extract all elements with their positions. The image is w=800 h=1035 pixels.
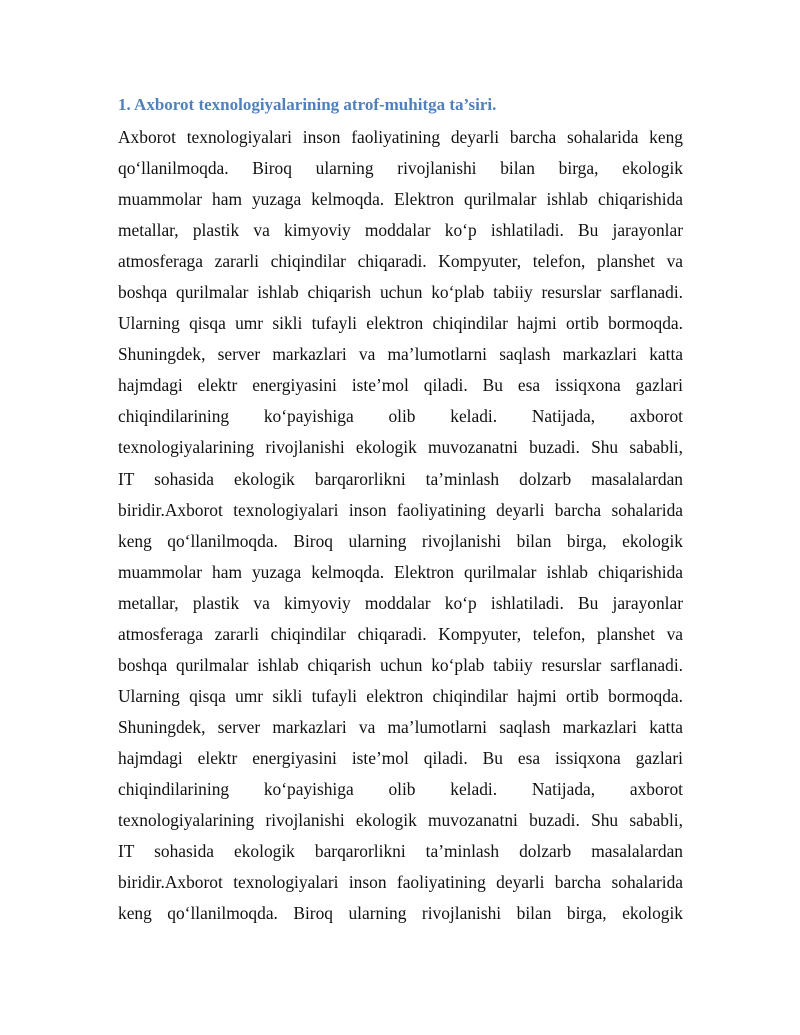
section-heading: 1. Axborot texnologiyalarining atrof-muhitga ta’siri. (118, 95, 497, 114)
paragraph-line: qo‘llanilmoqda. Biroq ularning rivojlanishi bilan birga, ekologik (118, 158, 683, 179)
paragraph-line: biridir.Axborot texnologiyalari inson faoliyatining deyarli barcha sohalarida (118, 499, 683, 520)
paragraph-line: Axborot texnologiyalari inson faoliyatining deyarli barcha sohalarida keng (118, 127, 683, 147)
paragraph-line: muammolar ham yuzaga kelmoqda. Elektron qurilmalar ishlab chiqarishida (118, 561, 683, 582)
paragraph-line: Ularning qisqa umr sikli tufayli elektron chiqindilar hajmi ortib bormoqda. (118, 685, 683, 706)
paragraph-line: chiqindilarining ko‘payishiga olib keladi. Natijada, axborot (118, 778, 683, 799)
paragraph-line: chiqindilarining ko‘payishiga olib keladi. Natijada, axborot (118, 406, 683, 427)
paragraph-line: texnologiyalarining rivojlanishi ekologik muvozanatni buzadi. Shu sababli, (118, 437, 683, 458)
paragraph-line: metallar, plastik va kimyoviy moddalar ko‘p ishlatiladi. Bu jarayonlar (118, 220, 683, 241)
paragraph-line: atmosferaga zararli chiqindilar chiqaradi. Kompyuter, telefon, planshet va (118, 623, 683, 644)
paragraph-line: muammolar ham yuzaga kelmoqda. Elektron qurilmalar ishlab chiqarishida (118, 189, 683, 210)
paragraph-line: IT sohasida ekologik barqarorlikni ta’minlash dolzarb masalalardan (118, 841, 683, 862)
paragraph-line: texnologiyalarining rivojlanishi ekologik muvozanatni buzadi. Shu sababli, (118, 810, 683, 831)
paragraph-line: Shuningdek, server markazlari va ma’lumotlarni saqlash markazlari katta (118, 716, 683, 737)
paragraph-line: IT sohasida ekologik barqarorlikni ta’minlash dolzarb masalalardan (118, 468, 683, 489)
paragraph-line: hajmdagi elektr energiyasini iste’mol qiladi. Bu esa issiqxona gazlari (118, 375, 683, 396)
paragraph-line: metallar, plastik va kimyoviy moddalar ko‘p ishlatiladi. Bu jarayonlar (118, 592, 683, 613)
paragraph-line: boshqa qurilmalar ishlab chiqarish uchun ko‘plab tabiiy resurslar sarflanadi. (118, 654, 683, 675)
paragraph-line: biridir.Axborot texnologiyalari inson faoliyatining deyarli barcha sohalarida (118, 872, 683, 893)
paragraph-line: keng qo‘llanilmoqda. Biroq ularning rivojlanishi bilan birga, ekologik (118, 530, 683, 551)
paragraph-line: Ularning qisqa umr sikli tufayli elektron chiqindilar hajmi ortib bormoqda. (118, 313, 683, 334)
body-paragraph (118, 122, 683, 929)
paragraph-line: keng qo‘llanilmoqda. Biroq ularning rivojlanishi bilan birga, ekologik (118, 903, 683, 924)
paragraph-line: Shuningdek, server markazlari va ma’lumotlarni saqlash markazlari katta (118, 344, 683, 365)
paragraph-line: boshqa qurilmalar ishlab chiqarish uchun ko‘plab tabiiy resurslar sarflanadi. (118, 282, 683, 303)
paragraph-line: atmosferaga zararli chiqindilar chiqaradi. Kompyuter, telefon, planshet va (118, 251, 683, 272)
paragraph-line: hajmdagi elektr energiyasini iste’mol qiladi. Bu esa issiqxona gazlari (118, 747, 683, 768)
